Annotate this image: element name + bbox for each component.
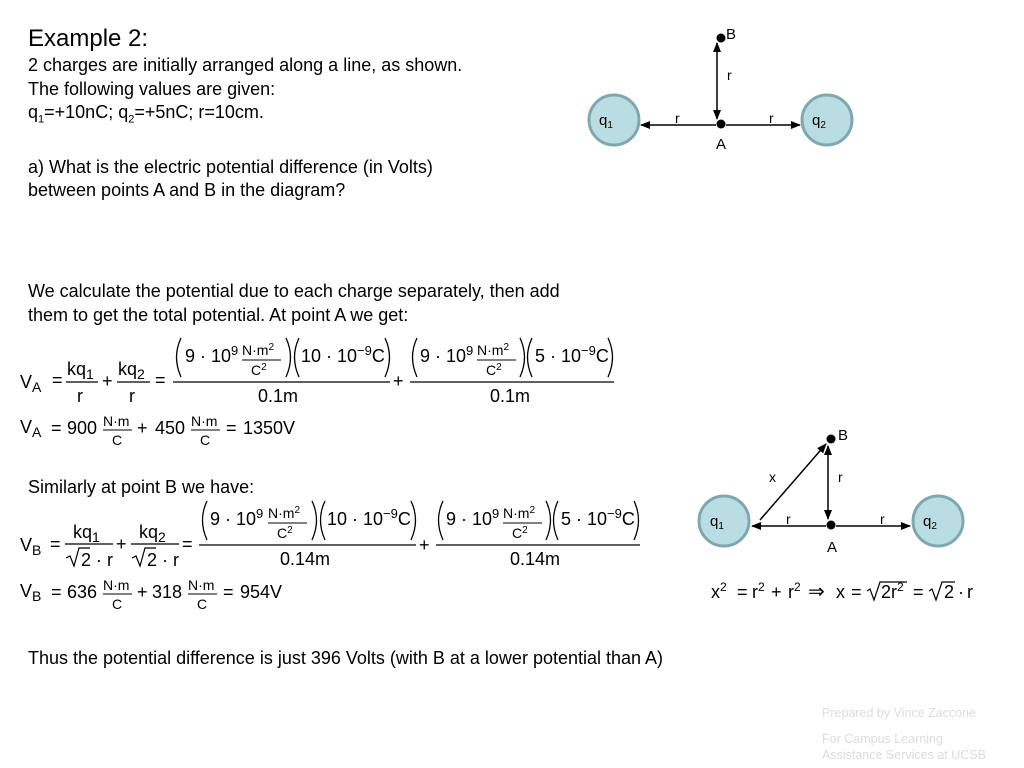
point-a-b-dot: [827, 521, 836, 530]
q2-subscript: 2: [128, 113, 135, 126]
va-term2-num: $kq_2$: [118, 359, 145, 382]
va2-lhs: $V_A$: [20, 417, 42, 440]
svg-text:=: =: [182, 534, 193, 554]
svg-text:=: =: [50, 534, 61, 554]
va-term1-num: $kq_1$: [67, 359, 94, 382]
footer-line-1: For Campus Learning: [822, 732, 943, 746]
point-b-b-dot: [827, 435, 836, 444]
charge-q2: [802, 95, 852, 145]
similar-text: Similarly at point B we have:: [28, 477, 255, 497]
va-f2-unit-num: $N\cdot m^2$: [477, 342, 509, 358]
vb-f1-coeff: $9 \cdot 10^9$: [210, 506, 264, 529]
r-label-left-b: r: [786, 511, 791, 527]
vb2-total: 954V: [240, 582, 283, 602]
point-a-dot: [717, 120, 726, 129]
vb2-lhs: $V_B$: [20, 581, 42, 604]
vb-f2-unit-den: $C^2$: [512, 525, 528, 541]
va-f2-unit-den: $C^2$: [486, 362, 502, 378]
va-lhs: $V_A$: [20, 372, 42, 395]
vb-f2-den: 0.14m: [510, 549, 561, 569]
x-eq-inner: $2r^2$: [881, 580, 904, 602]
x-eq-r2: $r^2$: [788, 580, 801, 602]
va-term1-den: r: [77, 386, 83, 406]
equation-vb-result: [18, 574, 318, 616]
footer-credits: [822, 731, 986, 763]
svg-text:·: ·: [958, 582, 964, 602]
svg-text:=: =: [52, 370, 63, 390]
x-eq-r3: r: [967, 582, 973, 602]
svg-text:=: =: [51, 582, 62, 602]
svg-text:+: +: [102, 371, 113, 391]
svg-text:⇒: ⇒: [808, 581, 825, 603]
page-title: Example 2:: [28, 25, 149, 52]
vb-term1-num: $kq_1$: [73, 522, 100, 545]
va-f2-charge: $5 \cdot 10^{-9}C$: [535, 343, 609, 366]
vb-f1-charge: $10 \cdot 10^{-9}C$: [327, 506, 411, 529]
r-label-right: r: [769, 110, 774, 126]
charge-diagram-a: [560, 20, 880, 160]
va-f2-den: 0.1m: [490, 386, 531, 406]
vb-f1-unit-den: $C^2$: [277, 525, 293, 541]
va-f2-coeff: $9 \cdot 10^9$: [420, 343, 474, 366]
point-a-label: A: [716, 136, 727, 153]
svg-text:+: +: [393, 371, 404, 391]
q2-value: =+5nC; r=10cm.: [134, 102, 264, 122]
charge-diagram-b: [690, 420, 980, 560]
q1-symbol: q: [28, 102, 39, 122]
vb2-unit1-den: C: [112, 596, 123, 612]
equation-vb-expanded: [18, 497, 658, 575]
svg-text:=: =: [737, 582, 748, 602]
svg-text:=: =: [51, 418, 62, 438]
point-b-dot: [717, 34, 726, 43]
va-f1-charge: $10 \cdot 10^{-9}C$: [301, 343, 385, 366]
given-values: [28, 101, 462, 132]
equation-x: [705, 575, 985, 610]
va-f1-coeff: $9 \cdot 10^9$: [185, 343, 239, 366]
x-label: x: [769, 469, 776, 485]
vb2-unit2-den: C: [197, 596, 208, 612]
vb2-term2: 318: [152, 582, 183, 602]
charge-q2-b: [913, 496, 963, 546]
va2-unit2-den: C: [200, 432, 211, 448]
va2-unit1-num: N·m: [103, 413, 130, 429]
vb-f1-den: 0.14m: [280, 549, 331, 569]
footer-prepared: Prepared by Vince Zaccone: [822, 706, 977, 720]
va-f1-unit-den: $C^2$: [251, 362, 267, 378]
vb-term2-num: $kq_2$: [139, 522, 166, 545]
vb-f2-charge: $5 \cdot 10^{-9}C$: [561, 506, 635, 529]
method-line-2: them to get the total potential. At point A we get:: [28, 304, 409, 325]
svg-text:+: +: [419, 535, 430, 555]
vb-term2-den: 2 · r: [147, 550, 180, 570]
charge-q2-b-label: $q_2$: [923, 513, 937, 532]
r-label-up-b: r: [838, 469, 843, 485]
question-line-2: between points A and B in the diagram?: [28, 180, 346, 201]
svg-text:=: =: [155, 370, 166, 390]
vb-f1-unit-num: $N\cdot m^2$: [268, 505, 300, 521]
charge-q2-label: $q_2$: [812, 112, 826, 131]
equation-va-result: [18, 410, 318, 452]
svg-text:=: =: [223, 582, 234, 602]
svg-text:=: =: [226, 418, 237, 438]
charge-q1-b-label: $q_1$: [710, 513, 724, 532]
vb2-unit2-num: N·m: [188, 577, 215, 593]
vb-f2-unit-num: $N\cdot m^2$: [503, 505, 535, 521]
point-b-b-label: B: [838, 427, 849, 444]
svg-text:+: +: [137, 418, 148, 438]
method-text: [28, 280, 560, 327]
svg-text:=: =: [913, 582, 924, 602]
r-label-right-b: r: [880, 511, 885, 527]
x-eq-r1: $r^2$: [752, 580, 765, 602]
va2-term2: 450: [155, 418, 186, 438]
va2-total: 1350V: [243, 418, 296, 438]
charge-q1-label: $q_1$: [599, 112, 613, 131]
svg-text:+: +: [137, 582, 148, 602]
x-eq-root2: 2: [944, 582, 955, 602]
va2-term1: 900: [67, 418, 98, 438]
q2-symbol: q: [118, 102, 129, 122]
svg-text:+: +: [771, 582, 782, 602]
problem-statement: [28, 54, 462, 203]
charge-q1: [589, 95, 639, 145]
svg-text:=: =: [851, 582, 862, 602]
va2-unit1-den: C: [112, 432, 123, 448]
charge-q1-b: [699, 496, 749, 546]
x-eq-x2: x: [836, 582, 845, 602]
equation-va-expanded: [18, 332, 628, 412]
method-line-1: We calculate the potential due to each charge separately, then add: [28, 281, 560, 301]
q1-subscript: 1: [38, 113, 45, 126]
r-label-left: r: [675, 110, 680, 126]
conclusion-text: Thus the potential difference is just 396 Volts (with B at a lower potential than A): [28, 648, 664, 668]
question-line-1: a) What is the electric potential difference (in Volts): [28, 156, 433, 177]
vb-term1-den: 2 · r: [81, 550, 114, 570]
point-b-label: B: [726, 26, 737, 43]
va2-unit2-num: N·m: [191, 413, 218, 429]
vb-lhs: $V_B$: [20, 535, 42, 558]
footer-line-2: Assistance Services at UCSB: [822, 748, 986, 762]
r-label-up: r: [727, 67, 732, 83]
q1-value: =+10nC;: [44, 102, 119, 122]
x-eq-x: $x^2$: [711, 580, 727, 602]
point-a-b-label: A: [827, 539, 838, 556]
problem-line-1: 2 charges are initially arranged along a line, as shown.: [28, 55, 463, 75]
va-f1-den: 0.1m: [258, 386, 299, 406]
va-f1-unit-num: $N\cdot m^2$: [242, 342, 274, 358]
vb2-term1: 636: [67, 582, 98, 602]
svg-text:+: +: [116, 534, 127, 554]
va-term2-den: r: [129, 386, 135, 406]
problem-line-2: The following values are given:: [28, 78, 276, 99]
vb-f2-coeff: $9 \cdot 10^9$: [446, 506, 500, 529]
vb2-unit1-num: N·m: [103, 577, 130, 593]
